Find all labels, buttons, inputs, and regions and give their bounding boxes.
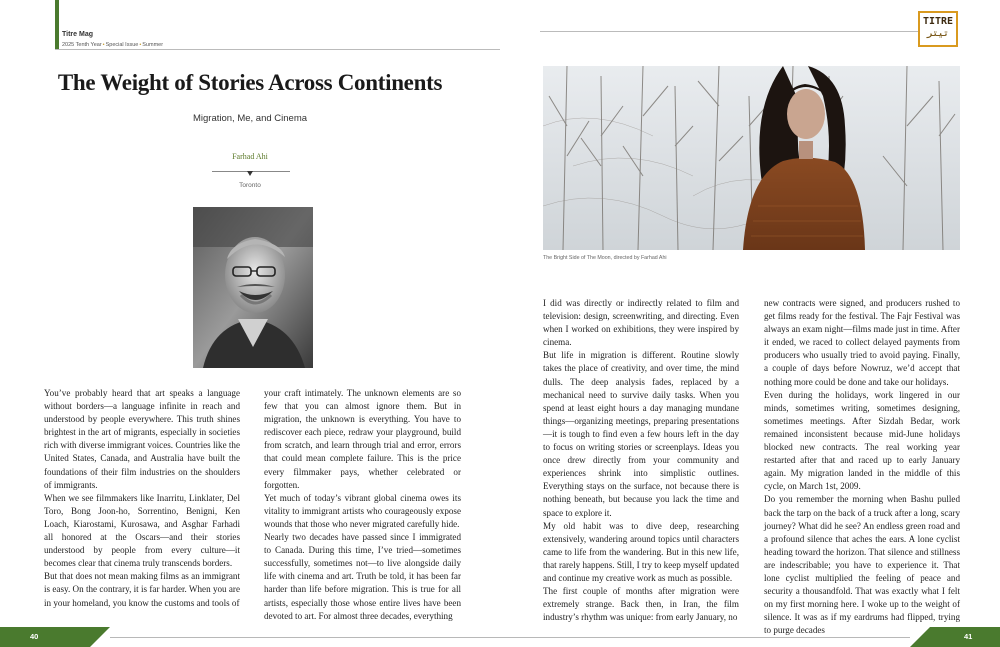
paragraph: When we see filmmakers like Inarritu, Linklater, Del Toro, Bong Joon-ho, Sorrentino, Benigni, Ken Loach, Kiarostami, Kurosawa, and Asghar Farhadi all honored at the Oscars—and their stories understood by people from every culture—it becomes clear that cinema truly transcends borders. (44, 492, 240, 569)
text-column-1 (44, 387, 240, 610)
footer-rule-right (500, 637, 910, 638)
separator-dot: • (102, 42, 105, 48)
paragraph: new contracts were signed, and producers rushed to get films ready for the festival. The Fajr Festival was always an exam night—films made just in time. After it ended, we raced to collect delayed payments from producers who usually tried to avoid paying. Finally, a couple of days before Nowruz, we’d accept that nothing more could be done and take our holidays. (764, 298, 960, 387)
text-column-4 (764, 297, 960, 637)
magazine-logo (918, 11, 958, 47)
issue-season: Summer (142, 42, 164, 48)
logo-text-persian: تیتر (927, 29, 949, 39)
issue-year: 2025 Tenth Year (62, 42, 102, 48)
paragraph: But that does not mean making films as an immigrant is easy. On the contrary, it is far harder. When you are in your homeland, you know the customs and tools of (44, 571, 240, 608)
photo-caption: The Bright Side of The Moon, directed by Farhad Ahi (543, 255, 667, 261)
page-number-left: 40 (30, 632, 39, 641)
text-column-3 (543, 297, 739, 624)
author-portrait (193, 207, 313, 368)
paragraph: The first couple of months after migration were extremely strange. Back then, in Iran, the film industry’s rhythm was unique: from early January, no (543, 586, 739, 623)
magazine-name: Titre Mag (62, 31, 93, 38)
paragraph: Yet much of today’s vibrant global cinema owes its vitality to immigrant artists who courageously expose wounds that those who never migrated carefully hide. (264, 492, 461, 529)
paragraph: You’ve probably heard that art speaks a language without borders—a language infinite in reach and understood by people everywhere. This truth shines brightest in the art of migrants, especially in societies rich with diverse immigrant voices. Countries like the United States, Canada, and Australia have built the foundations of their film industries on the shoulders of immigrants. (44, 388, 240, 490)
text-column-2 (264, 387, 461, 623)
header-rule-right (540, 31, 920, 32)
divider-marker (247, 171, 253, 176)
author-location: Toronto (239, 182, 261, 189)
separator-dot: • (139, 42, 142, 48)
issue-info (62, 42, 163, 48)
film-still-image (543, 66, 960, 250)
footer-rule-left (110, 637, 500, 638)
paragraph: your craft intimately. The unknown elements are so few that you can almost ignore them. But in migration, the unknown is everything. You have to rediscover each piece, redraw your playground, build from scratch, and learn through trial and error, errors that could mean complete failure. This is the price every filmmaker pays, whether celebrated or forgotten. (264, 388, 461, 490)
logo-text-latin: TITRE (922, 16, 954, 27)
article-title: The Weight of Stories Across Continents (57, 70, 443, 95)
article-subtitle: Migration, Me, and Cinema (192, 113, 308, 124)
paragraph: Do you remember the morning when Bashu pulled back the tarp on the back of a truck after a long, scary journey? What did he see? An endless green road and a profound silence that aches the ears. A lone cyclist heading toward the horizon. That silence and stillness are indescribable; you have to experience it. That lone cyclist multiplied the feeling of peace and security a thousandfold. That was exactly what I felt on my first morning here. I woke up to the weight of silence. It was as if my eardrums had flipped, trying to purge decades (764, 494, 960, 636)
header-rule-left (55, 49, 500, 50)
paragraph: But life in migration is different. Routine slowly takes the place of creativity, and over time, the mind dulls. The deep analysis fades, replaced by a mechanical need to survive daily tasks. When you spend at least eight hours a day managing mundane things—organizing meetings, preparing presentations—it is tough to find even a few hours left in the day to focus on writing stories or screenplays. Ideas you once drew directly from your community and experiences shrink into simplistic outlines. Everything stays on the surface, not because there is nothing beneath, but because you lack the time and space to explore it. (543, 350, 739, 518)
footer-tab-left (0, 627, 90, 647)
page-number-right: 41 (964, 632, 973, 641)
paragraph: My old habit was to dive deep, researching extensively, wandering around topics until characters came to life from the wandering. But in this new life, that rarely happens. Still, I try to keep myself updated and continue my creative work as much as possible. (543, 520, 739, 583)
author-name: Farhad Ahi (232, 152, 268, 161)
issue-type: Special Issue (105, 42, 139, 48)
portrait-image (193, 207, 313, 368)
footer-tab-right-corner (910, 627, 930, 647)
film-still-photo (543, 66, 960, 250)
paragraph: I did was directly or indirectly related to film and television: design, screenwriting, and directing. Even when I worked on exhibitions, they were inspired by cinema. (543, 298, 739, 348)
paragraph: Nearly two decades have passed since I immigrated to Canada. During this time, I’ve tried—sometimes successfully, sometimes not—to live alongside daily life with cinema and art. Truth be told, it has been far harder than life before migration. This is true for all artists, especially those whose entire lives have been devoted to art. For almost three decades, everything (264, 532, 461, 621)
paragraph: Even during the holidays, work lingered in our minds, sometimes writing, sometimes designing, sometimes meetings. After Sizdah Bedar, work remained inconsistent because mid-June holidays blocked new contracts. The real working year restarted after that and raced up to early January again. My migration landed in the middle of this cycle, on March 1st, 2009. (764, 389, 960, 492)
footer-tab-left-corner (90, 627, 110, 647)
header-accent-bar (55, 0, 59, 50)
